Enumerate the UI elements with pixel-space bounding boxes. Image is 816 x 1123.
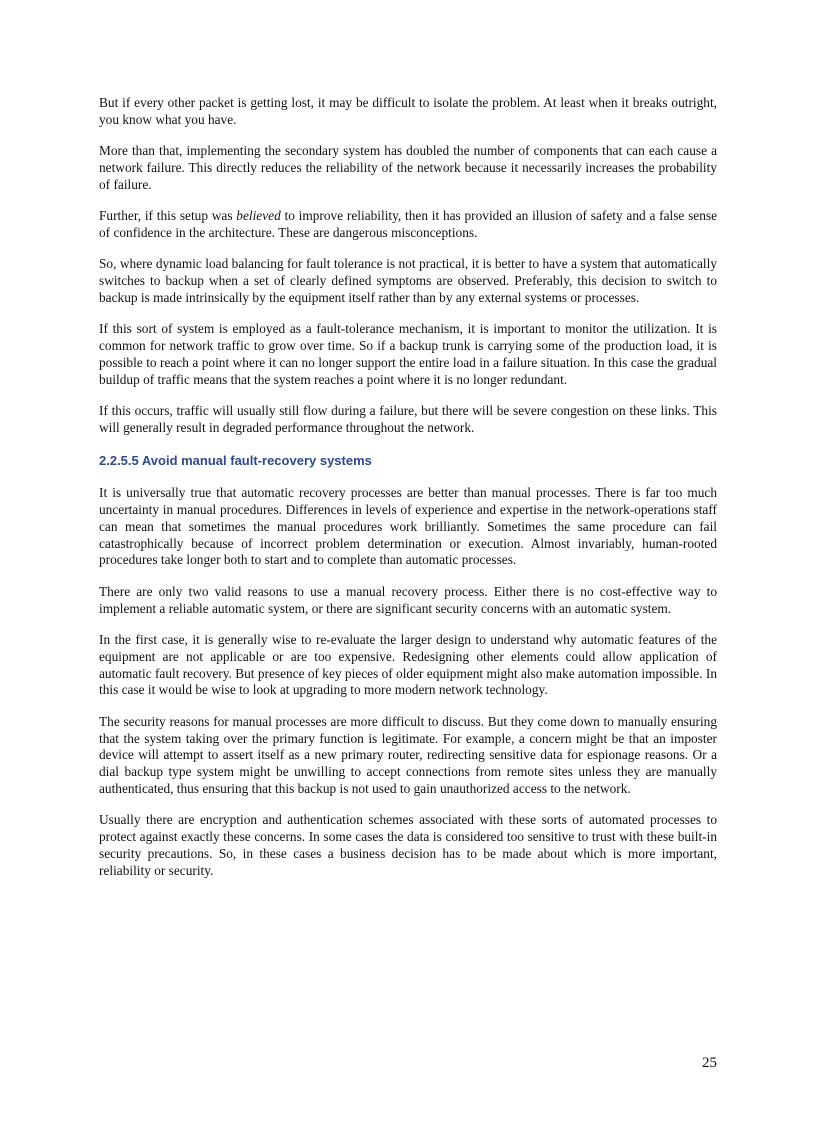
paragraph: In the first case, it is generally wise to re-evaluate the larger design to understand why automatic features of the equipment are not applicable or are too expensive. Redesigning other elements could allow application of automatic fault recovery. But presence of key pieces of older equipment might also make automation impossible. In this case it would be wise to look at upgrading to more modern network technology. — [99, 631, 717, 698]
paragraph: But if every other packet is getting lost, it may be difficult to isolate the problem. At least when it breaks outright, you know what you have. — [99, 95, 717, 127]
paragraph-text: to improve reliability, then it has provided an illusion of safety and a false sense of confidence in the architecture. These are dangerous misconceptions. — [99, 208, 717, 240]
paragraph: Usually there are encryption and authentication schemes associated with these sorts of automated processes to protect against exactly these concerns. In some cases the data is considered too sensitive to trust with these built-in security precautions. So, in these cases a business decision has to be made about which is more important, reliability or security. — [99, 812, 717, 878]
paragraph: More than that, implementing the secondary system has doubled the number of components that can each cause a network failure. This directly reduces the reliability of the network because it necessarily increases the probability of failure. — [99, 143, 717, 192]
paragraph: So, where dynamic load balancing for fault tolerance is not practical, it is better to have a system that automatically switches to backup when a set of clearly defined symptoms are observed. Preferably, this decision to switch to backup is made intrinsically by the equipment itself rather than by any external systems or processes. — [99, 256, 717, 305]
paragraph-text: Further, if this setup was — [99, 208, 237, 224]
page-number: 25 — [702, 1055, 717, 1071]
emphasized-word: believed — [236, 208, 281, 224]
paragraph: There are only two valid reasons to use a manual recovery process. Either there is no cost-effective way to implement a reliable automatic system, or there are significant security concerns with an automatic system. — [99, 583, 717, 616]
paragraph: It is universally true that automatic recovery processes are better than manual processes. There is far too much uncertainty in manual procedures. Differences in levels of experience and expertise in the network-operations staff can mean that sometimes the manual procedures work brilliantly. Sometimes the same procedure can fail catastrophically because of incorrect problem determination or execution. Almost invariably, human-rooted procedures take longer both to start and to complete than automatic processes. — [99, 485, 717, 568]
paragraph: If this sort of system is employed as a fault-tolerance mechanism, it is important to monitor the utilization. It is common for network traffic to grow over time. So if a backup trunk is carrying some of the production load, it is possible to reach a point where it can no longer support the entire load in a failure situation. In this case the gradual buildup of traffic means that the system reaches a point where it is no longer redundant. — [99, 321, 717, 387]
page-body — [99, 95, 717, 894]
section-heading: 2.2.5.5 Avoid manual fault-recovery systems — [99, 452, 372, 468]
paragraph: If this occurs, traffic will usually still flow during a failure, but there will be severe congestion on these links. This will generally result in degraded performance throughout the network. — [99, 403, 717, 435]
paragraph — [99, 208, 717, 242]
paragraph: The security reasons for manual processes are more difficult to discuss. But they come down to manually ensuring that the system taking over the primary function is legitimate. For example, a concern might be that an imposter device will attempt to assert itself as a new primary router, redirecting sensitive data for espionage reasons. Or a dial backup type system might be unwilling to accept connections from remote sites unless they are manually authenticated, thus ensuring that this backup is not used to gain unauthorized access to the network. — [99, 713, 717, 796]
